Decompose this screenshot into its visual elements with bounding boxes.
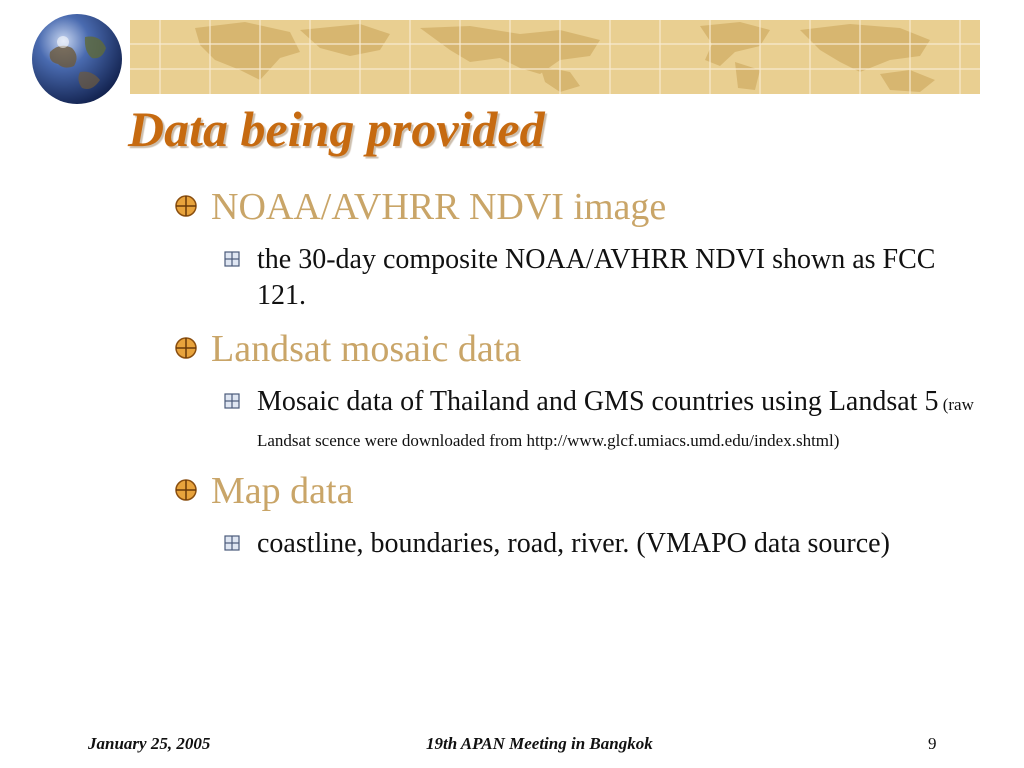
bullet-text: Map data xyxy=(211,470,354,512)
section-map xyxy=(175,470,975,562)
bullet-noaa-avhrr xyxy=(175,186,975,228)
square-bullet-icon xyxy=(224,535,240,551)
bullet-landsat-mosaic xyxy=(175,328,975,370)
square-bullet-icon xyxy=(224,251,240,267)
sub-bullet-map xyxy=(257,526,975,562)
sub-bullet-text: the 30-day composite NOAA/AVHRR NDVI shown as FCC 121. xyxy=(257,244,936,311)
footer-date: January 25, 2005 xyxy=(88,734,211,753)
footer-event: 19th APAN Meeting in Bangkok xyxy=(426,734,653,753)
world-map-banner xyxy=(0,0,1024,110)
sub-bullet-text: coastline, boundaries, road, river. (VMAPO data source) xyxy=(257,528,890,559)
source-note: (raw Landsat scence were downloaded from http://www.glcf.umiacs.umd.edu/index.shtml) xyxy=(257,395,974,450)
bullet-map-data xyxy=(175,470,975,512)
bullet-icon xyxy=(175,195,197,217)
section-noaa xyxy=(175,186,975,314)
bullet-icon xyxy=(175,479,197,501)
bullet-text: Landsat mosaic data xyxy=(211,328,522,370)
bullet-list xyxy=(175,186,975,576)
section-landsat xyxy=(175,328,975,456)
sub-bullet-text: Mosaic data of Thailand and GMS countries using Landsat 5 xyxy=(257,386,939,417)
square-bullet-icon xyxy=(224,393,240,409)
page-number: 9 xyxy=(928,734,937,753)
sub-bullet-landsat xyxy=(257,384,975,456)
bullet-text: NOAA/AVHRR NDVI image xyxy=(211,186,667,228)
globe-icon xyxy=(30,12,124,106)
bullet-icon xyxy=(175,337,197,359)
slide-title: Data being provided xyxy=(128,101,545,157)
sub-bullet-noaa xyxy=(257,242,975,314)
